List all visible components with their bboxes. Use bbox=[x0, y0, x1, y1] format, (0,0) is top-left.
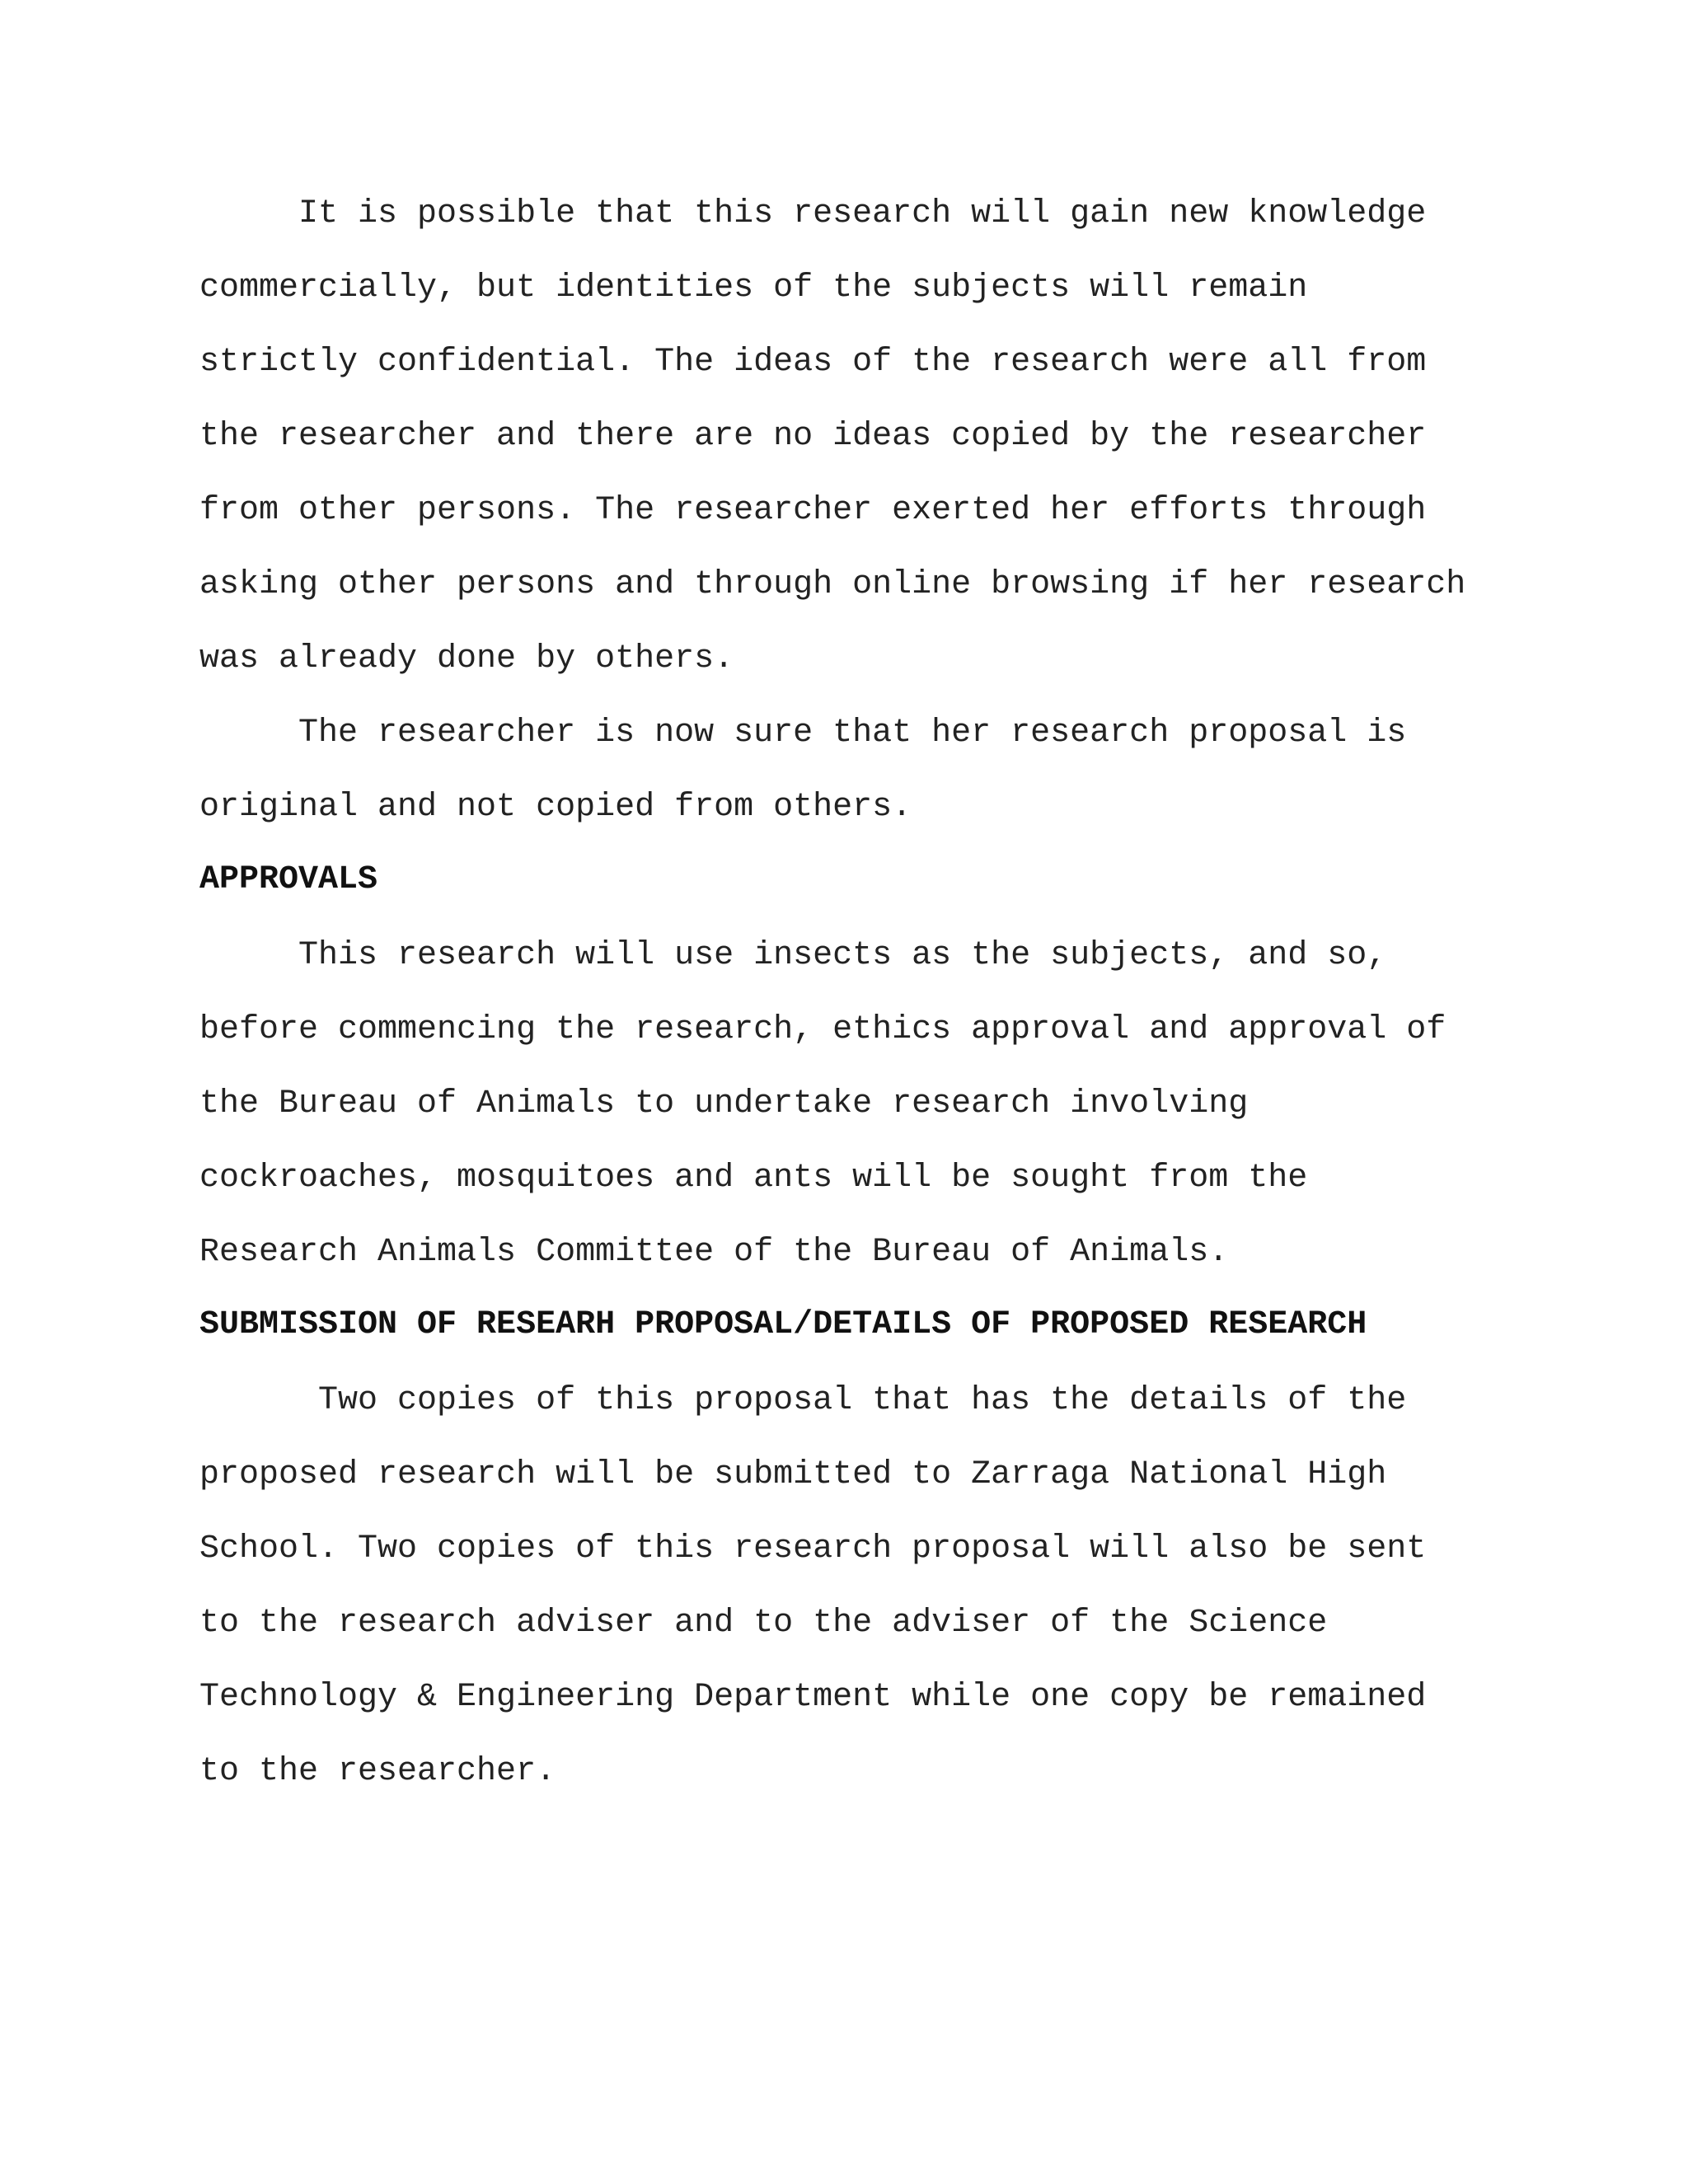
paragraph-4-line-1: Two copies of this proposal that has the details of the bbox=[199, 1382, 1407, 1419]
paragraph-1-line-2: commercially, but identities of the subjects will remain bbox=[199, 269, 1308, 307]
paragraph-2-line-1: The researcher is now sure that her research proposal is bbox=[199, 715, 1407, 752]
paragraph-1-line-7: was already done by others. bbox=[199, 640, 734, 677]
paragraph-3-line-5: Research Animals Committee of the Bureau of Animals. bbox=[199, 1234, 1229, 1271]
paragraph-3-line-3: the Bureau of Animals to undertake research involving bbox=[199, 1085, 1249, 1122]
paragraph-4-line-5: Technology & Engineering Department while one copy be remained bbox=[199, 1679, 1427, 1716]
paragraph-4-line-2: proposed research will be submitted to Zarraga National High bbox=[199, 1456, 1387, 1493]
paragraph-1-line-1: It is possible that this research will gain new knowledge bbox=[199, 195, 1427, 232]
paragraph-3-line-4: cockroaches, mosquitoes and ants will be sought from the bbox=[199, 1160, 1308, 1197]
paragraph-1-line-3: strictly confidential. The ideas of the research were all from bbox=[199, 344, 1427, 381]
paragraph-4-line-3: School. Two copies of this research proposal will also be sent bbox=[199, 1530, 1427, 1568]
paragraph-1-line-4: the researcher and there are no ideas copied by the researcher bbox=[199, 418, 1427, 455]
paragraph-1-line-5: from other persons. The researcher exerted her efforts through bbox=[199, 492, 1427, 529]
heading-approvals: APPROVALS bbox=[199, 861, 378, 898]
paragraph-1-line-6: asking other persons and through online browsing if her research bbox=[199, 566, 1466, 603]
paragraph-3-line-1: This research will use insects as the subjects, and so, bbox=[199, 937, 1387, 974]
paragraph-2-line-2: original and not copied from others. bbox=[199, 789, 912, 826]
paragraph-4-line-4: to the research adviser and to the adviser of the Science bbox=[199, 1605, 1328, 1642]
paragraph-4-line-6: to the researcher. bbox=[199, 1753, 556, 1790]
paragraph-3-line-2: before commencing the research, ethics approval and approval of bbox=[199, 1011, 1447, 1048]
heading-submission: SUBMISSION OF RESEARH PROPOSAL/DETAILS OF PROPOSED RESEARCH bbox=[199, 1306, 1367, 1343]
